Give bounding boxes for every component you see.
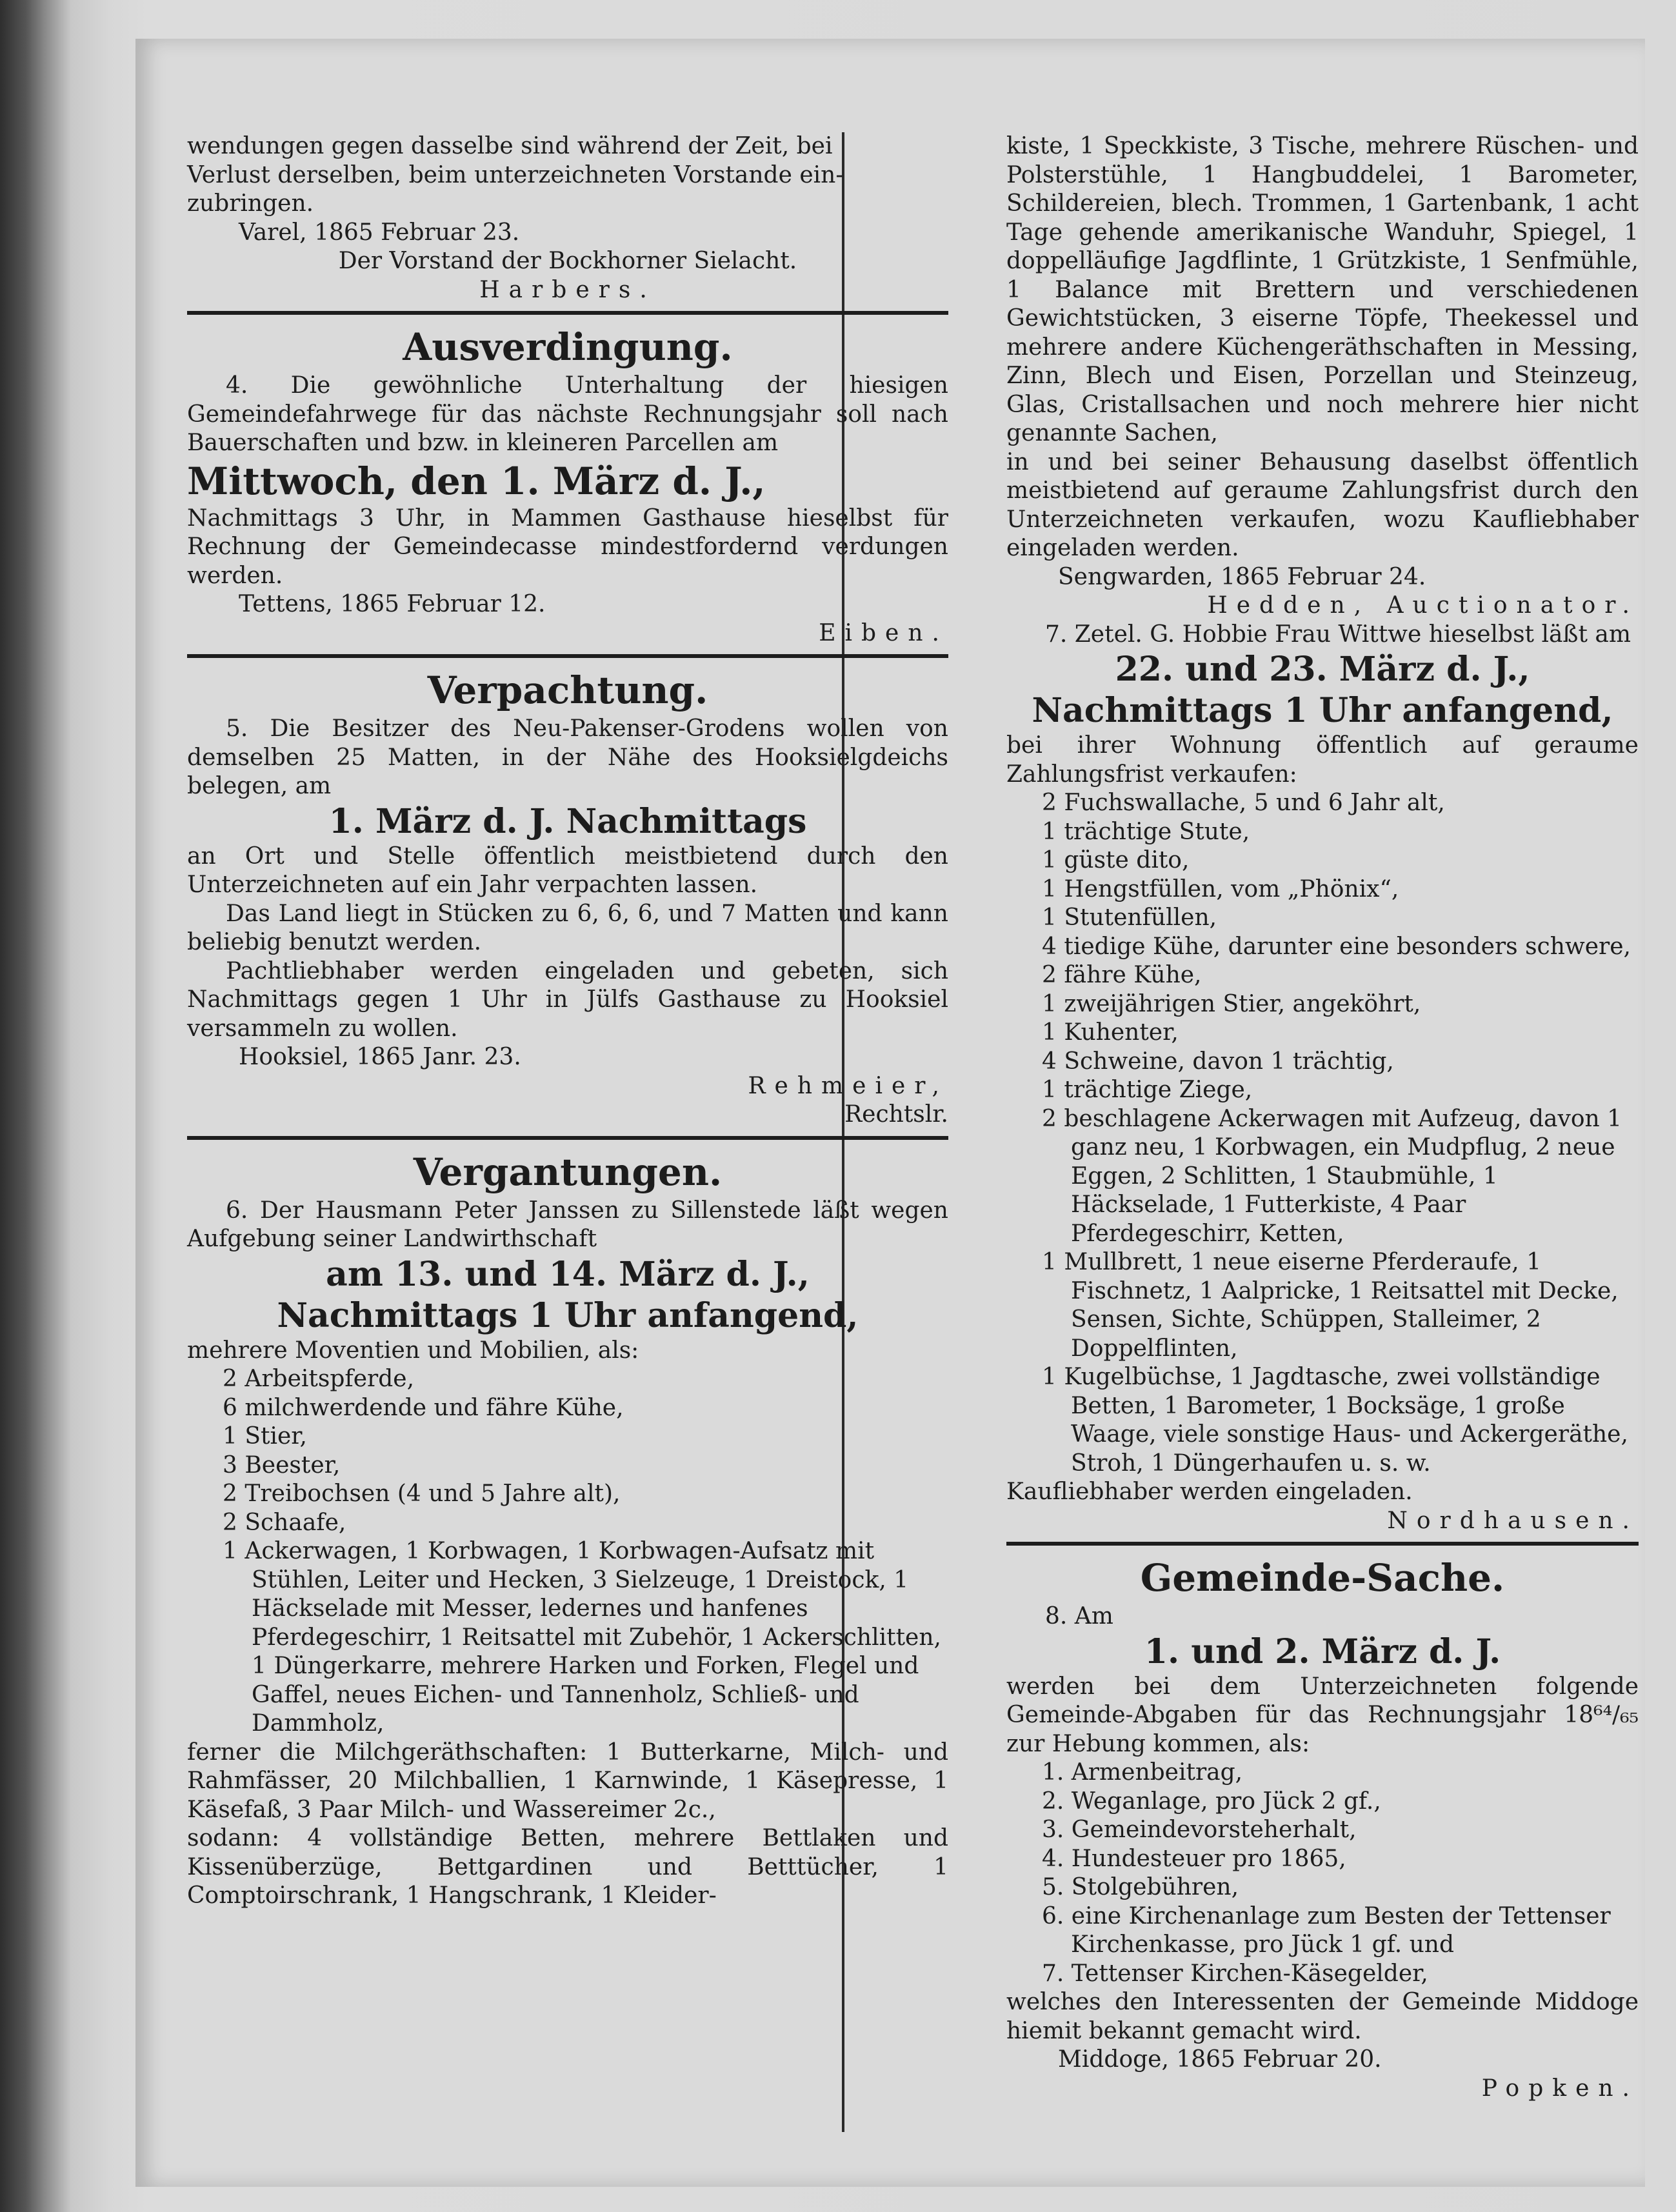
list-item: 4. Hundesteuer pro 1865, <box>1042 1845 1346 1872</box>
ausverdingung-text: 4. Die gewöhnliche Unterhaltung der hiesigen Gemeindefahrwege für das nächste Rechnungsjahr soll nach Bauerschaften und bzw. in kleineren Parcellen am <box>187 372 948 456</box>
list-item: 2 fähre Kühe, <box>1042 962 1202 988</box>
zetel-text-3: Kaufliebhaber werden eingeladen. <box>1006 1479 1413 1505</box>
vergantungen-text-3: ferner die Milchgeräthschaften: 1 Butterkarne, Milch- und Rahmfässer, 20 Milchballien, 1 Karnwinde, 1 Käsepresse, 1 Käsefaß, 3 Paar Milch- und Wassereimer 2c., <box>187 1739 948 1823</box>
continued-text-2: in und bei seiner Behausung daselbst öffentlich meistbietend auf geraume Zahlungsfrist durch den Unterzeichneten verkaufen, wozu Kaufliebhaber eingeladen werden. <box>1006 448 1639 561</box>
list-item: 4 tiedige Kühe, darunter eine besonders schwere, <box>1042 933 1631 960</box>
gemeinde-text: werden bei dem Unterzeichneten folgende Gemeinde-Abgaben für das Rechnungsjahr 18⁶⁴/₆₅ zur Hebung kommen, als: <box>1006 1673 1639 1757</box>
verpachtung-text-2: an Ort und Stelle öffentlich meistbietend durch den Unterzeichneten auf ein Jahr verpachten lassen. <box>187 842 948 898</box>
gemeinde-place-date: Middoge, 1865 Februar 20. <box>1058 2046 1382 2073</box>
ausverdingung-text-2: Nachmittags 3 Uhr, in Mammen Gasthause hieselbst für Rechnung der Gemeindecasse mindestfordernd verdungen werden. <box>187 504 948 589</box>
heading-vergantungen: Vergantungen. <box>413 1150 723 1194</box>
zetel-signature: Nordhausen. <box>1387 1507 1639 1534</box>
continued-text: kiste, 1 Speckkiste, 3 Tische, mehrere Rüschen- und Polsterstühle, 1 Hangbuddelei, 1 Barometer, Schildereien, blech. Trommen, 1 Gartenbank, 1 acht Tage gehende amerikanische Wanduhr, Spiegel, 1 doppelläufige Jagdflinte, 1 Grützkiste, 1 Senfmühle, 1 Balance mit Brettern und verschiedenen Gewichtstücken, 3 eiserne Töpfe, Theekessel und mehrere andere Küchengeräthschaften in Messing, Zinn, Blech und Eisen, Porzellan und Steinzeug, Glas, Cristallsachen und noch mehrere hier nicht genannte Sachen, <box>1006 133 1639 446</box>
heading-verpachtung: Verpachtung. <box>427 668 708 712</box>
list-item: 1 Ackerwagen, 1 Korbwagen, 1 Korbwagen-Aufsatz mit Stühlen, Leiter und Hecken, 3 Sielzeuge, 1 Dreistock, 1 Häckselade mit Messer, ledernes und hanfenes Pferdegeschirr, 1 Reitsattel mit Zubehör, 1 Ackerschlitten, 1 Düngerkarre, mehrere Harken und Forken, Flegel und Gaffel, neues Eichen- und Tannenholz, Schließ- und Dammholz, <box>223 1538 941 1737</box>
zetel-text-2: bei ihrer Wohnung öffentlich auf geraume Zahlungsfrist verkaufen: <box>1006 732 1639 788</box>
list-item: 1 Stier, <box>223 1423 307 1450</box>
list-item: 1 Mullbrett, 1 neue eiserne Pferderaufe, 1 Fischnetz, 1 Aalpricke, 1 Reitsattel mit Decke, Sensen, Sichte, Schüppen, Stalleimer, 2 Doppelflinten, <box>1042 1249 1619 1362</box>
list-item: 2 Schaafe, <box>223 1509 346 1536</box>
list-item: 7. Tettenser Kirchen-Käsegelder, <box>1042 1960 1428 1987</box>
heading-gemeinde-sache: Gemeinde-Sache. <box>1140 1556 1505 1600</box>
vergantungen-text-2: mehrere Moventien und Mobilien, als: <box>187 1337 639 1364</box>
vergantungen-time: Nachmittags 1 Uhr anfangend, <box>277 1295 859 1335</box>
list-item: 1 Stutenfüllen, <box>1042 904 1217 931</box>
verpachtung-date: 1. März d. J. Nachmittags <box>328 801 807 841</box>
list-item: 1 Hengstfüllen, vom „Phönix“, <box>1042 875 1399 902</box>
heading-ausverdingung: Ausverdingung. <box>403 325 733 369</box>
section-rule <box>187 1136 948 1140</box>
list-item: 1 güste dito, <box>1042 847 1190 873</box>
vergantungen-date: am 13. und 14. März d. J., <box>326 1254 810 1294</box>
zetel-date: 22. und 23. März d. J., Nachmittags 1 Uhr anfangend, <box>1032 650 1613 730</box>
intro-board: Der Vorstand der Bockhorner Sielacht. <box>338 248 797 274</box>
verpachtung-place-date: Hooksiel, 1865 Janr. 23. <box>239 1044 521 1070</box>
ausverdingung-signature: Eiben. <box>819 619 948 646</box>
vergantungen-text: 6. Der Hausmann Peter Janssen zu Sillenstede läßt wegen Aufgebung seiner Landwirthschaft <box>187 1197 948 1252</box>
list-item: 2 Treibochsen (4 und 5 Jahre alt), <box>223 1480 621 1507</box>
list-item: 1 trächtige Stute, <box>1042 818 1250 845</box>
list-item: 6 milchwerdende und fähre Kühe, <box>223 1394 624 1421</box>
list-item: 2 Arbeitspferde, <box>223 1366 415 1392</box>
list-item: 1 Kugelbüchse, 1 Jagdtasche, zwei vollständige Betten, 1 Barometer, 1 Bocksäge, 1 große Waage, viele sonstige Haus- und Ackergeräthe, Stroh, 1 Düngerhaufen u. s. w. <box>1042 1364 1628 1477</box>
verpachtung-signature-title: Rechtslr. <box>844 1101 948 1128</box>
list-item: 2 Fuchswallache, 5 und 6 Jahr alt, <box>1042 790 1445 816</box>
intro-line: wendungen gegen dasselbe sind während der Zeit, bei <box>187 133 833 159</box>
right-column <box>1006 132 1639 2103</box>
gemeinde-signature: Popken. <box>1481 2075 1639 2102</box>
gemeinde-text-2: welches den Interessenten der Gemeinde Middoge hiemit bekannt gemacht wird. <box>1006 1989 1639 2044</box>
continued-signature: Hedden, Auctionator. <box>1207 592 1639 619</box>
section-rule <box>187 311 948 315</box>
verpachtung-text-3: Das Land liegt in Stücken zu 6, 6, 6, und 7 Matten und kann beliebig benutzt werden. <box>187 900 948 955</box>
left-column <box>187 132 948 1911</box>
intro-line: Verlust derselben, beim unterzeichneten Vorstande ein- <box>187 161 844 188</box>
list-item: 1 trächtige Ziege, <box>1042 1077 1253 1103</box>
verpachtung-text: 5. Die Besitzer des Neu-Pakenser-Grodens wollen von demselben 25 Matten, in der Nähe des Hooksielgdeichs belegen, am <box>187 715 948 799</box>
continued-place-date: Sengwarden, 1865 Februar 24. <box>1058 563 1426 590</box>
list-item: 3. Gemeindevorsteherhalt, <box>1042 1817 1357 1843</box>
list-item: 1. Armenbeitrag, <box>1042 1759 1243 1786</box>
list-item: 6. eine Kirchenanlage zum Besten der Tettenser Kirchenkasse, pro Jück 1 gf. und <box>1042 1902 1611 1958</box>
verpachtung-text-4: Pachtliebhaber werden eingeladen und gebeten, sich Nachmittags gegen 1 Uhr in Jülfs Gasthause zu Hooksiel versammeln zu wollen. <box>187 957 948 1042</box>
list-item: 4 Schweine, davon 1 trächtig, <box>1042 1048 1394 1075</box>
list-item: 3 Beester, <box>223 1451 341 1479</box>
section-rule <box>1006 1542 1639 1546</box>
intro-signature: Harbers. <box>479 276 656 303</box>
zetel-text: 7. Zetel. G. Hobbie Frau Wittwe hieselbst läßt am <box>1045 621 1631 648</box>
gemeinde-number: 8. Am <box>1045 1603 1113 1629</box>
list-item: 1 Kuhenter, <box>1042 1019 1179 1046</box>
list-item: 2 beschlagene Ackerwagen mit Aufzeug, davon 1 ganz neu, 1 Korbwagen, ein Mudpflug, 2 neue Eggen, 2 Schlitten, 1 Staubmühle, 1 Häckselade, 1 Futterkiste, 4 Paar Pferdegeschirr, Ketten, <box>1042 1105 1622 1247</box>
ausverdingung-place-date: Tettens, 1865 Februar 12. <box>239 591 546 617</box>
verpachtung-signature: Rehmeier, <box>748 1072 948 1099</box>
vergantungen-text-4: sodann: 4 vollständige Betten, mehrere Bettlaken und Kissenüberzüge, Bettgardinen und Betttücher, 1 Comptoirschrank, 1 Hangschrank, 1 Kleider- <box>187 1825 948 1909</box>
gemeinde-date: 1. und 2. März d. J. <box>1144 1631 1501 1671</box>
list-item: 5. Stolgebühren, <box>1042 1874 1239 1900</box>
intro-line: zubringen. <box>187 190 314 217</box>
ausverdingung-date: Mittwoch, den 1. März d. J., <box>187 459 766 503</box>
intro-date: Varel, 1865 Februar 23. <box>239 219 520 246</box>
list-item: 2. Weganlage, pro Jück 2 gf., <box>1042 1788 1381 1815</box>
section-rule <box>187 654 948 658</box>
list-item: 1 zweijährigen Stier, angeköhrt, <box>1042 990 1421 1017</box>
